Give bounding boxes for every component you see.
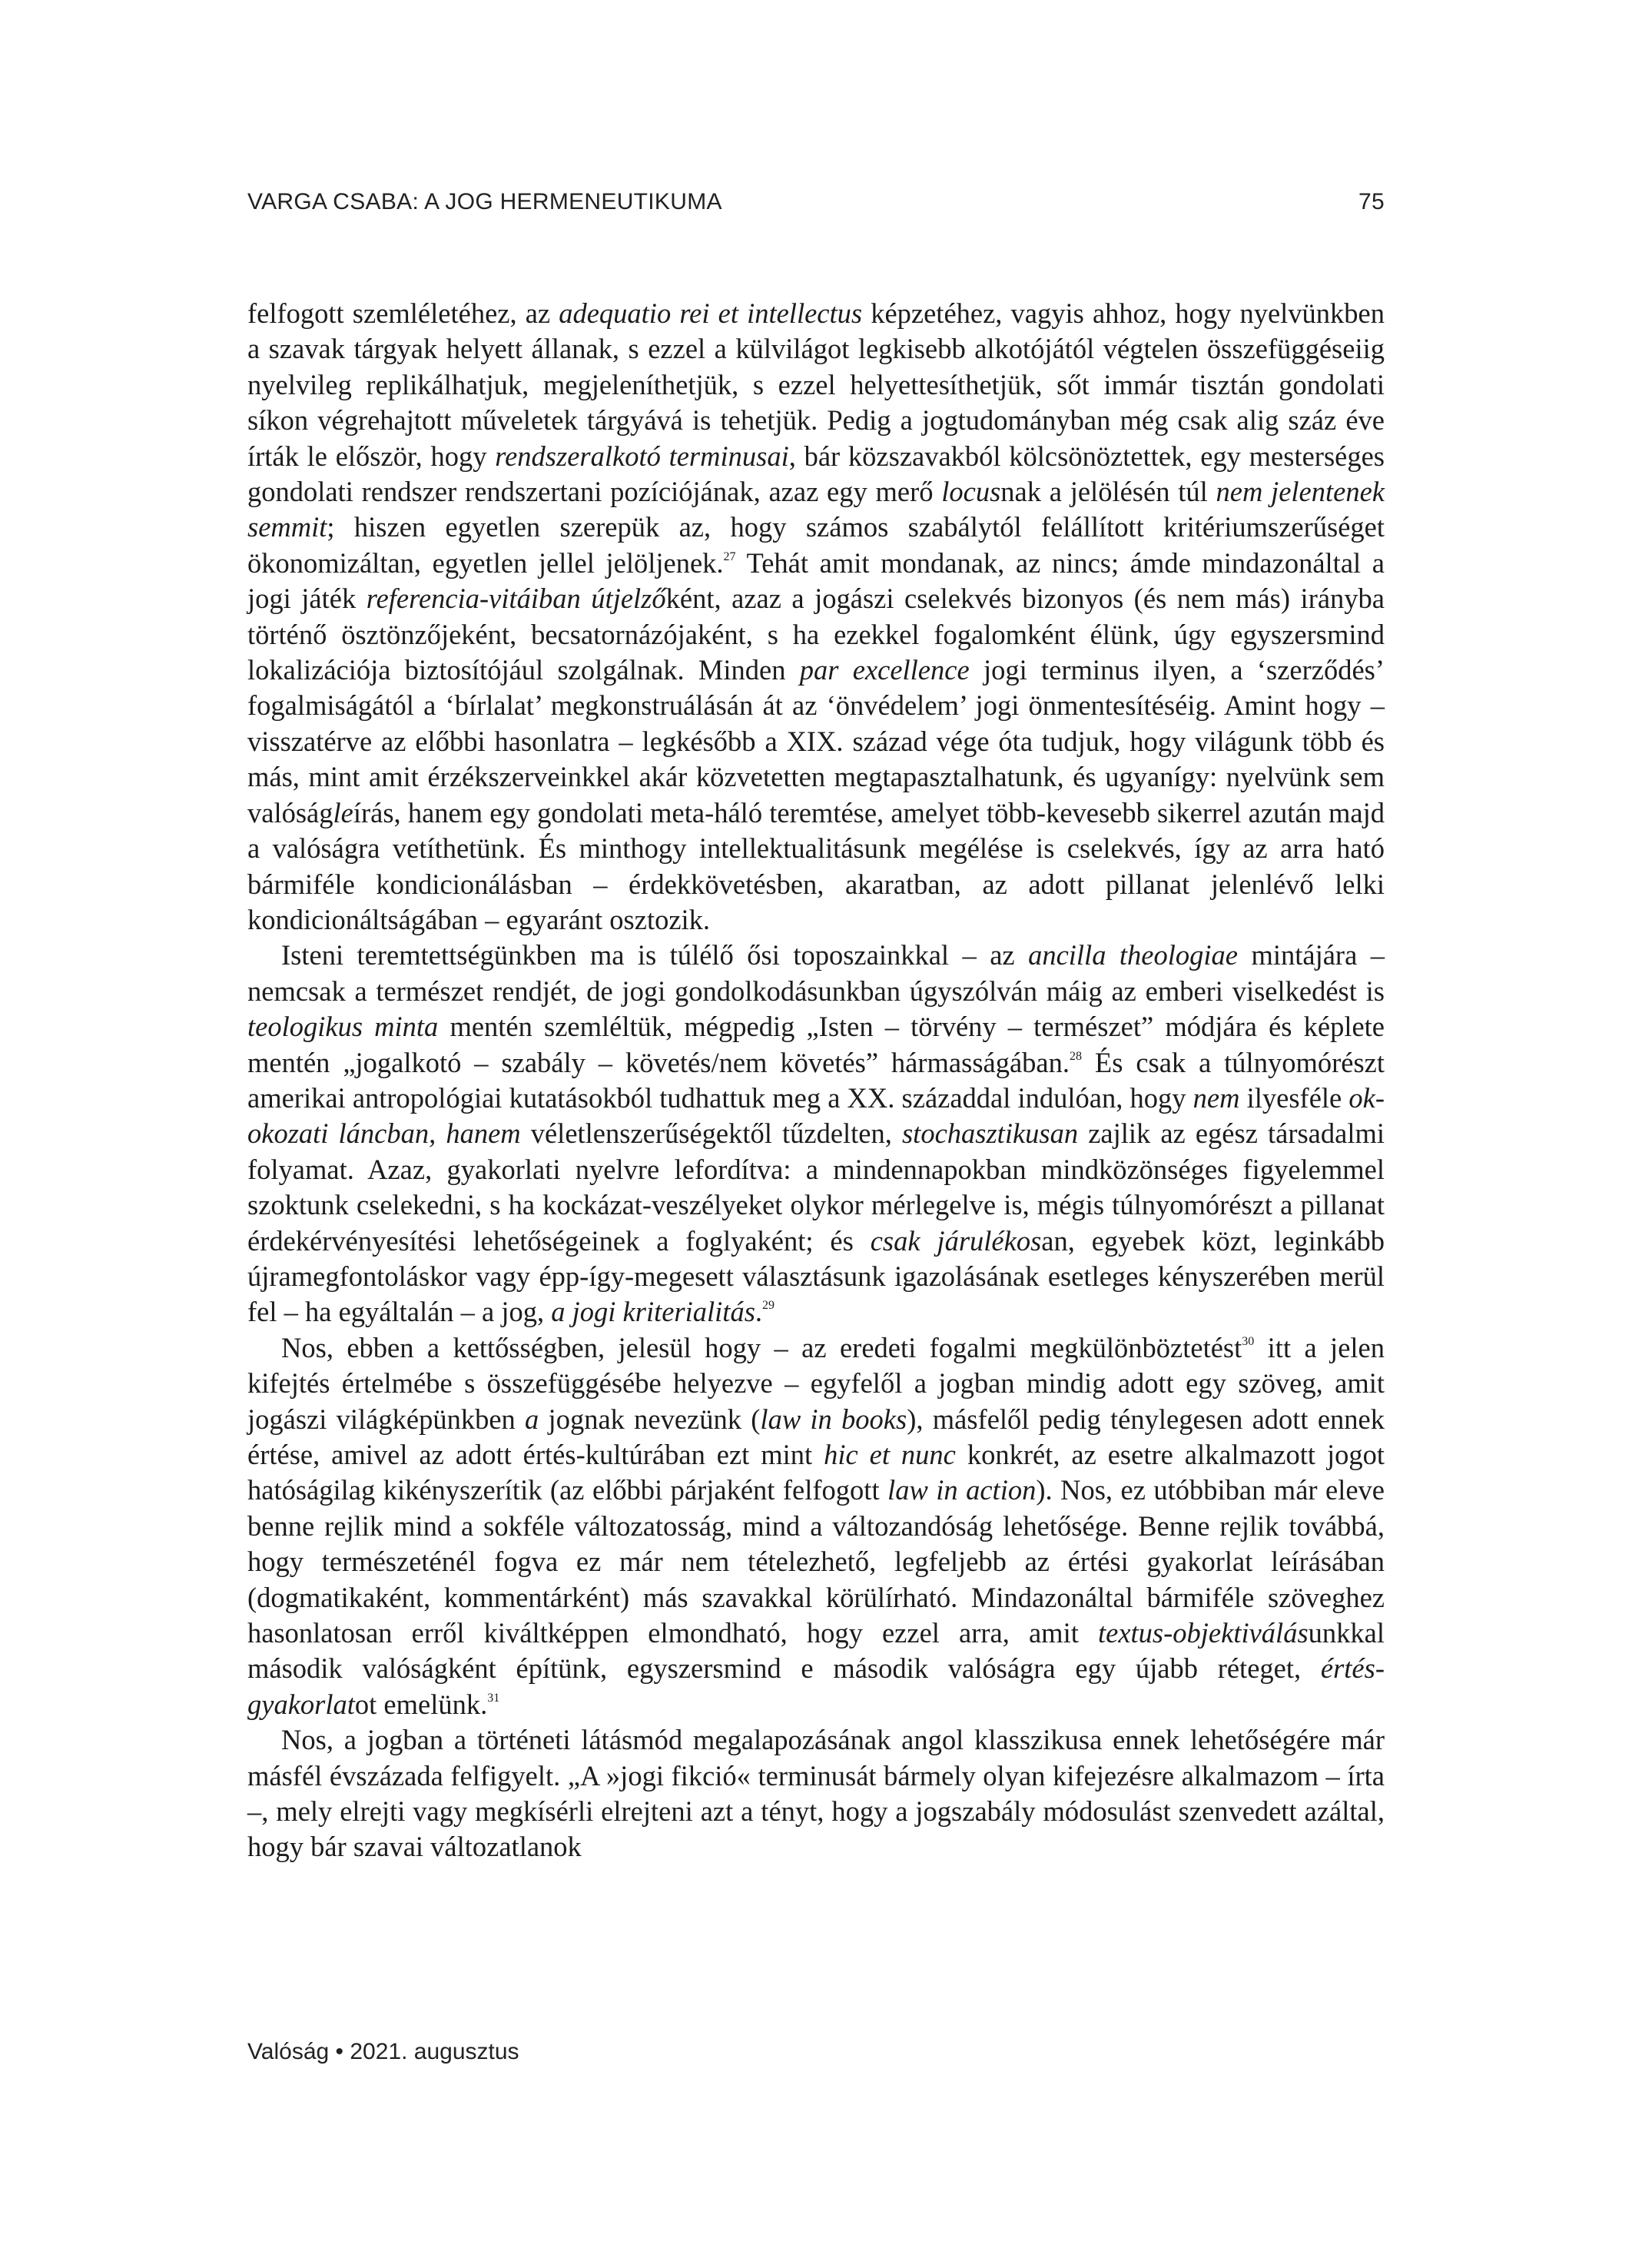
publication-info: Valóság • 2021. augusztus [247, 2039, 519, 2064]
text-run: konkrét, az esetre alkalmazott jogot hatóságilag kikényszerítik (az előbbi párjaként felfogott [247, 1439, 1385, 1506]
italic-text: law in action [887, 1474, 1037, 1506]
paragraph [247, 296, 1385, 938]
text-run: . [755, 1296, 763, 1328]
italic-text: a jogi kriterialitás [551, 1296, 755, 1328]
italic-text: textus-objektiválás [1097, 1617, 1309, 1649]
text-run: nak a jelölésén túl [1000, 476, 1216, 508]
text-run: unkkal második valóságként építünk, egyszersmind e második valóságra egy újabb réteget, [247, 1617, 1385, 1685]
text-run: jogi terminus ilyen, a ‘szerződés’ fogalmiságától a ‘bírlalat’ megkonstruálásán át az ‘önvédelem’ jogi önmentesítéséig. Amint hogy – visszatérve az előbbi hasonlatra – legkésőbb a XIX. század vége óta tudjuk, hogy világunk több és más, mint amit érzékszerveinkkel akár közvetetten megtapasztalhatunk, és ugyanígy: nyelvünk sem valóság [247, 654, 1385, 829]
italic-text: nem [1192, 1081, 1240, 1114]
footnote-ref: 29 [762, 1299, 775, 1313]
text-run: mintájára – nemcsak a természet rendjét, de jogi gondolkodásunkban úgyszólván máig az emberi viselkedést is [247, 939, 1385, 1007]
article-body [247, 296, 1385, 1865]
footnote-ref: 31 [487, 1691, 500, 1705]
italic-text: law in books [760, 1403, 907, 1435]
text-run: jognak nevezünk ( [539, 1403, 761, 1435]
text-run: véletlenszerűségektől tűzdelten, [520, 1117, 902, 1150]
running-title: VARGA CSABA: A JOG HERMENEUTIKUMA [247, 189, 722, 214]
text-run: Isteni teremtettségünkben ma is túlélő ősi toposzainkkal – az [281, 939, 1029, 971]
italic-text: nem jelentenek semmit [247, 476, 1385, 543]
paragraph [247, 938, 1385, 1330]
italic-text: a [525, 1403, 539, 1435]
text-run: felfogott szemléletéhez, az [247, 297, 559, 329]
footnote-ref: 30 [1242, 1334, 1255, 1348]
text-run: ; hiszen egyetlen szerepük az, hogy számos szabálytól felállított kritériumszerűséget ökonomizáltan, egyetlen jellel jelöljenek. [247, 511, 1385, 579]
text-run: ), másfelől pedig ténylegesen adott ennek értése, amivel az adott értés-kultúrában ezt mint [247, 1403, 1385, 1470]
italic-text: le [333, 796, 353, 829]
text-run: Nos, a jogban a történeti látásmód megalapozásának angol klasszikusa ennek lehetőségére már másfél évszázada felfigyelt. „A »jogi fikció« terminusát bármely olyan kifejezésre alkalmazom – írta –, mely elrejti vagy megkísérli elrejteni azt a tényt, hogy a jogszabály módosulást szenvedett azáltal, hogy bár szavai változatlanok [247, 1724, 1385, 1863]
paragraph [247, 1722, 1385, 1865]
text-run: zajlik az egész társadalmi folyamat. Azaz, gyakorlati nyelvre lefordítva: a mindennapokban mindközönséges figyelemmel szoktunk cselekedni, s ha kockázat-veszélyeket olykor mérlegelve is, mégis túlnyomórészt a pillanat érdekérvényesítési lehetőségeinek a foglyaként; és [247, 1117, 1385, 1257]
text-run: képzetéhez, vagyis ahhoz, hogy nyelvünkben a szavak tárgyak helyett állanak, s ezzel a külvilágot legkisebb alkotójától végtelen összefüggéseiig nyelvileg replikálhatjuk, megjeleníthetjük, s ezzel helyettesíthetjük, sőt immár tisztán gondolati síkon végrehajtott műveletek tárgyává is tehetjük. Pedig a jogtudományban még csak alig száz éve írták le először, hogy [247, 297, 1385, 472]
italic-text: hic et nunc [824, 1439, 956, 1470]
running-header [247, 189, 1385, 215]
text-run: Nos, ebben a kettősségben, jelesül hogy – az eredeti fogalmi megkülönböztetést [281, 1331, 1242, 1363]
page-number: 75 [1358, 189, 1385, 214]
text-run: És csak a túlnyomórészt amerikai antropológiai kutatásokból tudhattuk meg a XX. századdal indulóan, hogy [247, 1046, 1385, 1114]
italic-text: locus [941, 476, 1001, 508]
text-run: ). Nos, ez utóbbiban már eleve benne rejlik mind a sokféle változatosság, mind a változandóság lehetősége. Benne rejlik továbbá, hogy természeténél fogva ez már nem tételezhető, legfeljebb az értési gyakorlat leírásában (dogmatikaként, kommentárként) más szavakkal körülírható. Mindazonáltal bármiféle szöveghez hasonlatosan erről kiváltképpen elmondható, hogy ezzel arra, amit [247, 1474, 1385, 1649]
italic-text: ancilla theologiae [1028, 939, 1238, 971]
italic-text: rendszeralkotó terminusai [495, 440, 789, 472]
text-run: ot emelünk. [354, 1688, 488, 1720]
text-run: írás, hanem egy gondolati meta-háló teremtése, amelyet több-kevesebb sikerrel azután majd a valóságra vetíthetünk. És minthogy intellektualitásunk megélése is cselekvés, így az arra ható bármiféle kondicionálásban – érdekkövetésben, akaratban, az adott pillanat jelenlévő lelki kondicionáltságában – egyaránt osztozik. [247, 796, 1385, 935]
italic-text: ok-okozati láncban, hanem [247, 1081, 1385, 1150]
text-run: an, egyebek közt, leginkább újramegfontoláskor vagy épp-így-megesett választásunk igazolásának esetleges kényszerében merül fel – ha egyáltalán – a jog, [247, 1224, 1385, 1328]
page-footer [247, 2039, 519, 2065]
text-run: ként, azaz a jogászi cselekvés bizonyos (és nem más) irányba történő ösztönzőjeként, becsatornázójaként, s ha ezekkel fogalomként élünk, úgy egyszersmind lokalizációja biztosítójául szolgálnak. Minden [247, 583, 1385, 686]
footnote-ref: 27 [723, 550, 736, 563]
text-run: , bár közszavakból kölcsönöztettek, egy mesterséges gondolati rendszer rendszertani pozíciójának, azaz egy merő [247, 440, 1385, 508]
italic-text: stochasztikusan [901, 1117, 1079, 1150]
paragraph [247, 1330, 1385, 1722]
text-run: ilyesféle [1239, 1081, 1349, 1114]
italic-text: adequatio rei et intellectus [559, 297, 863, 329]
italic-text: teologikus minta [247, 1011, 439, 1043]
text-run: Tehát amit mondanak, az nincs; ámde mindazonáltal a jogi játék [247, 546, 1385, 615]
italic-text: értés-gyakorlat [247, 1652, 1385, 1720]
italic-text: par excellence [799, 654, 970, 686]
italic-text: csak járulékos [870, 1224, 1042, 1257]
text-run: mentén szemléltük, mégpedig „Isten – törvény – természet” módjára és képlete mentén „jogalkotó – szabály – követés/nem követés” hármasságában. [247, 1011, 1385, 1078]
italic-text: referencia-vitáiban útjelző [366, 583, 666, 615]
footnote-ref: 28 [1070, 1049, 1083, 1063]
text-run: itt a jelen kifejtés értelmébe s összefüggésébe helyezve – egyfelől a jogban mindig adott egy szöveg, amit jogászi világképünkben [247, 1331, 1385, 1435]
